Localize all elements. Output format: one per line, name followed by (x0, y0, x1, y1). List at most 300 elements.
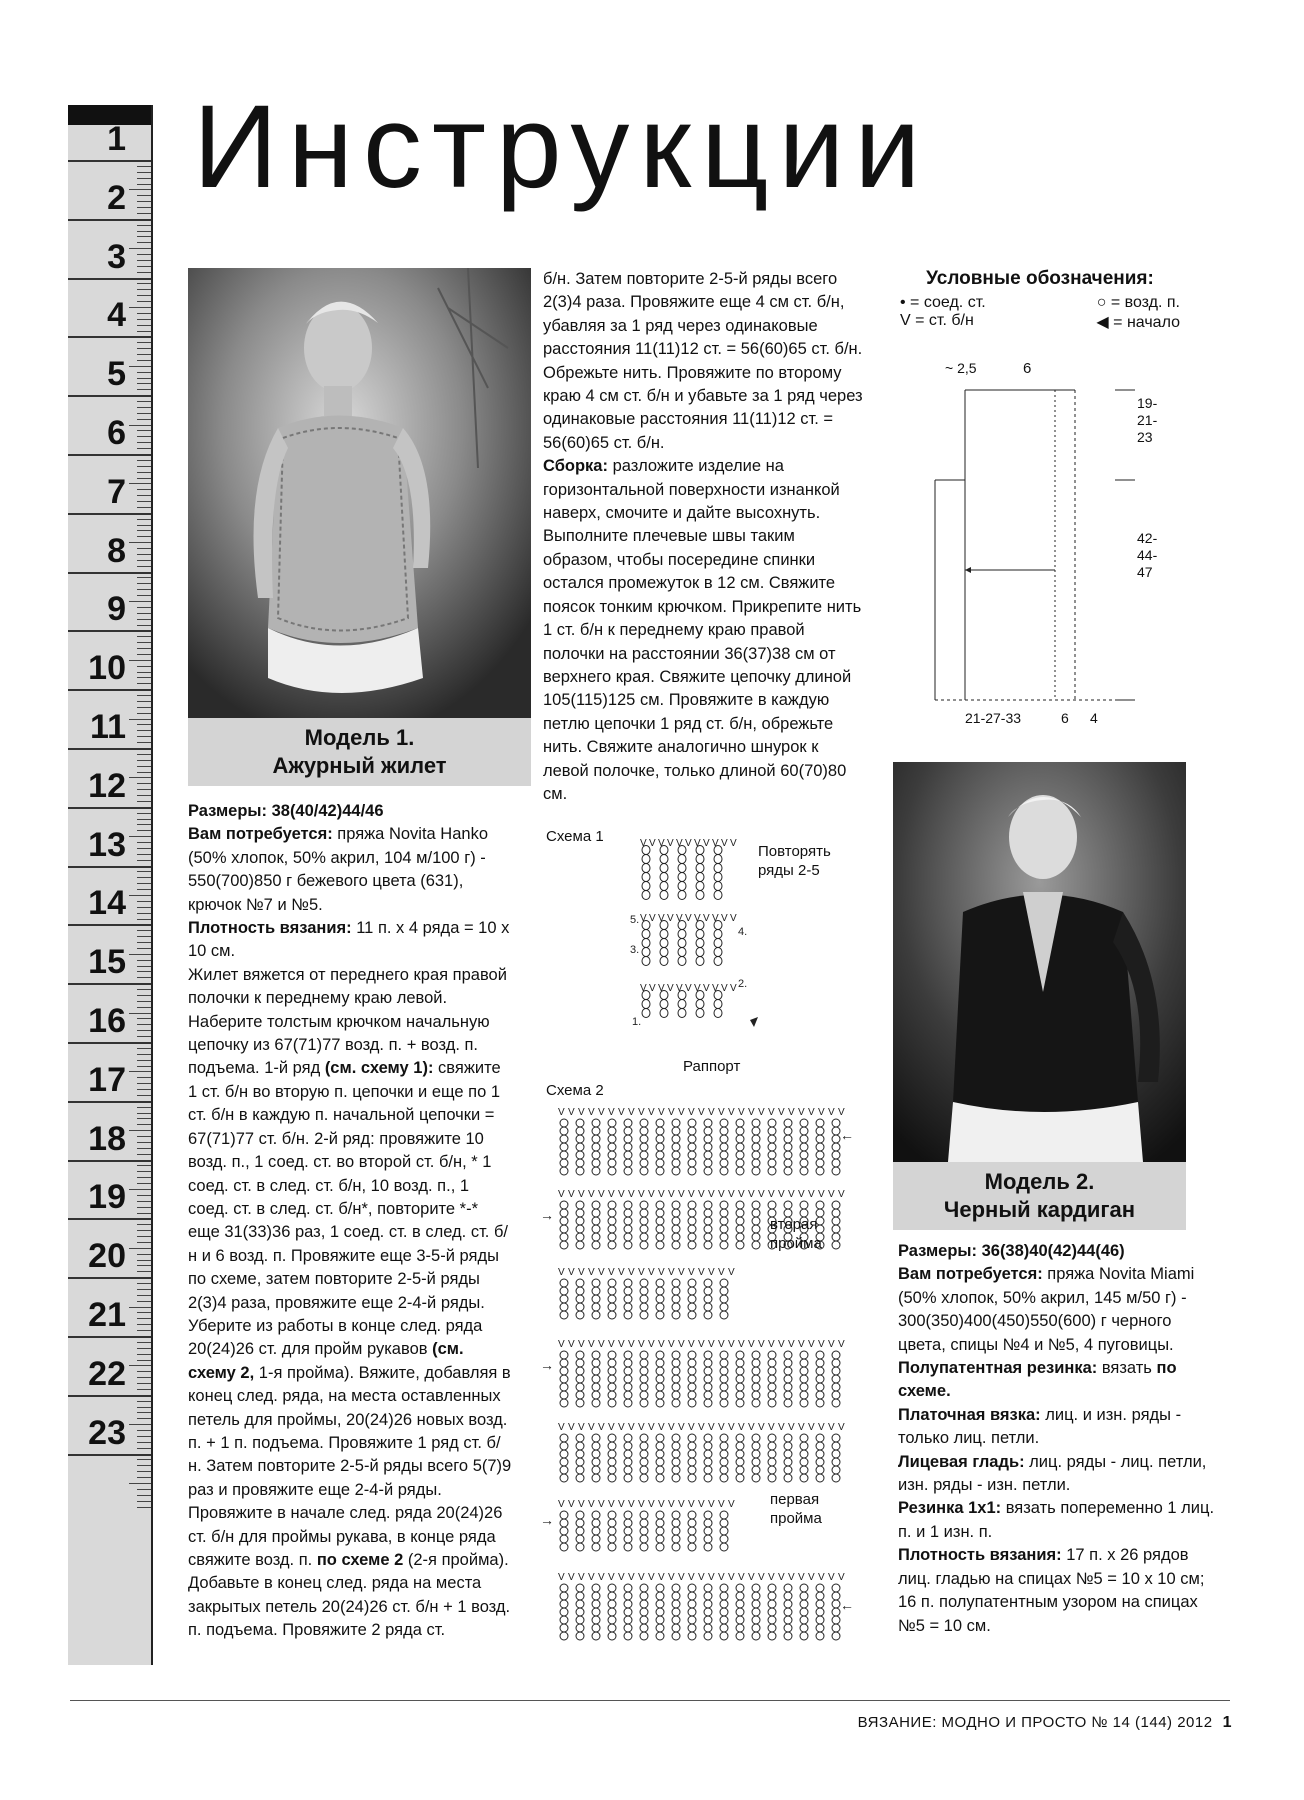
single-crochet-mark: V (608, 1422, 615, 1433)
ruler-line (68, 1454, 151, 1456)
ruler-tick (137, 530, 151, 531)
ruler-line (68, 983, 151, 985)
chain-stitch-mark (736, 1359, 744, 1367)
chain-stitch-mark (576, 1295, 584, 1303)
single-crochet-mark: V (668, 1422, 675, 1433)
chain-stitch-mark (784, 1167, 792, 1175)
ruler-tick (137, 1183, 151, 1184)
chain-stitch-mark (608, 1127, 616, 1135)
single-crochet-mark: V (558, 1499, 565, 1510)
single-crochet-mark: V (698, 1107, 705, 1118)
ruler-tick (137, 636, 151, 637)
chain-stitch-mark (640, 1143, 648, 1151)
ruler-tick (137, 1295, 151, 1296)
ruler-tick (137, 971, 151, 972)
chain-stitch-mark (688, 1450, 696, 1458)
single-crochet-mark: V (648, 1189, 655, 1200)
ruler-tick (137, 1471, 151, 1472)
chain-stitch-mark (752, 1225, 760, 1233)
chain-stitch-mark (832, 1399, 840, 1407)
chain-stitch-mark (688, 1632, 696, 1640)
chain-stitch-mark (832, 1167, 840, 1175)
single-crochet-mark: V (568, 1339, 575, 1350)
chain-stitch-mark (672, 1535, 680, 1543)
chain-stitch-mark (800, 1119, 808, 1127)
chain-stitch-mark (576, 1201, 584, 1209)
chain-stitch-mark (640, 1217, 648, 1225)
single-crochet-mark: V (578, 1339, 585, 1350)
chain-stitch-mark (608, 1159, 616, 1167)
chain-stitch-mark (560, 1311, 568, 1319)
chain-stitch-mark (816, 1167, 824, 1175)
chain-stitch-mark (576, 1434, 584, 1442)
ruler-tick (137, 677, 151, 678)
chain-stitch-mark (608, 1217, 616, 1225)
chain-stitch-mark (816, 1442, 824, 1450)
chain-stitch-mark (688, 1600, 696, 1608)
chain-stitch-mark (592, 1351, 600, 1359)
chain-stitch-mark (560, 1632, 568, 1640)
single-crochet-mark: V (638, 1572, 645, 1583)
chain-stitch-mark (608, 1391, 616, 1399)
chain-stitch-mark (816, 1399, 824, 1407)
chain-stitch-mark (768, 1383, 776, 1391)
model2-caption-name: Черный кардиган (943, 1197, 1136, 1222)
chain-stitch-mark (688, 1127, 696, 1135)
chain-stitch-mark (704, 1279, 712, 1287)
chain-stitch-mark (736, 1474, 744, 1482)
single-crochet-mark: V (618, 1422, 625, 1433)
ruler-line (68, 1395, 151, 1397)
chain-stitch-mark (704, 1584, 712, 1592)
chain-stitch-mark (714, 939, 722, 948)
ruler-tick (137, 736, 151, 737)
ruler-tick (137, 401, 151, 402)
model1-photo (188, 268, 531, 718)
single-crochet-mark: V (712, 838, 719, 849)
chain-stitch-mark (656, 1127, 664, 1135)
chain-stitch-mark (660, 1000, 668, 1009)
chain-stitch-mark (714, 957, 722, 966)
single-crochet-mark: V (608, 1339, 615, 1350)
chain-stitch-mark (560, 1351, 568, 1359)
ruler-tick (137, 754, 151, 755)
chain-stitch-mark (560, 1616, 568, 1624)
chain-stitch-mark (560, 1375, 568, 1383)
chain-stitch-mark (688, 1543, 696, 1551)
chain-stitch-mark (640, 1151, 648, 1159)
chain-stitch-mark (656, 1383, 664, 1391)
chain-stitch-mark (592, 1303, 600, 1311)
ruler-tick (137, 589, 151, 590)
chain-stitch-mark (784, 1466, 792, 1474)
chain-stitch-mark (642, 930, 650, 939)
chain-stitch-mark (736, 1442, 744, 1450)
chain-stitch-mark (608, 1287, 616, 1295)
arrow-right-icon: → (540, 1357, 554, 1373)
chain-stitch-mark (656, 1135, 664, 1143)
chain-stitch-mark (688, 1383, 696, 1391)
ruler-number: 7 (107, 472, 126, 511)
pattern-right-upper-label: 19- 21- 23 (1137, 395, 1158, 445)
chain-stitch-mark (696, 1000, 704, 1009)
chain-stitch-mark (592, 1527, 600, 1535)
ruler-tick (137, 724, 151, 725)
chain-stitch-mark (642, 1000, 650, 1009)
single-crochet-mark: V (818, 1572, 825, 1583)
single-crochet-mark: V (728, 1572, 735, 1583)
single-crochet-mark: V (738, 1572, 745, 1583)
ruler-tick (137, 1224, 151, 1225)
single-crochet-mark: V (658, 838, 665, 849)
chain-stitch-mark (704, 1311, 712, 1319)
ruler-tick (137, 1436, 151, 1437)
single-crochet-mark: V (608, 1267, 615, 1278)
chain-stitch-mark (656, 1616, 664, 1624)
ruler-tick (137, 213, 151, 214)
ruler-number: 15 (88, 943, 126, 982)
chain-stitch-mark (656, 1535, 664, 1543)
chain-stitch-mark (672, 1383, 680, 1391)
single-crochet-mark: V (628, 1572, 635, 1583)
model1-bold-run: (см. схему 2, (188, 1340, 464, 1382)
chain-stitch-mark (640, 1295, 648, 1303)
chain-stitch-mark (592, 1143, 600, 1151)
ruler-number: 18 (88, 1119, 126, 1158)
chain-stitch-mark (768, 1167, 776, 1175)
ruler-tick (137, 272, 151, 273)
chain-stitch-mark (800, 1359, 808, 1367)
model1-text-run: 1-я пройма). Вяжите, добавляя в конец след. ряда, на места оставленных петель для проймы, 20(24)26 новых возд. п. + 1 п. подъема. Провяжите 1 ряд ст. б/н. Затем повторите 2-5-й ряды всего 5(7)9 раз и провяжите еще 2-4-й ряды. Провяжите в начале след. ряда 20(24)26 ст. б/н для проймы рукава, в конце ряда свяжите возд. п. (188, 1363, 512, 1569)
chain-stitch-mark (784, 1592, 792, 1600)
single-crochet-mark: V (838, 1572, 845, 1583)
chain-stitch-mark (560, 1295, 568, 1303)
ruler-tick (137, 478, 151, 479)
model2-paragraph (898, 1240, 1218, 1263)
chain-stitch-mark (800, 1584, 808, 1592)
chain-stitch-mark (736, 1119, 744, 1127)
chain-stitch-mark (768, 1201, 776, 1209)
chain-stitch-mark (768, 1375, 776, 1383)
chain-stitch-mark (560, 1600, 568, 1608)
ruler-tick (137, 654, 151, 655)
single-crochet-mark: V (578, 1499, 585, 1510)
chain-stitch-mark (560, 1474, 568, 1482)
ruler-tick (137, 824, 151, 825)
ruler-tick (129, 483, 151, 484)
single-crochet-mark: V (708, 1499, 715, 1510)
ruler-tick (137, 1201, 151, 1202)
chain-stitch-mark (608, 1527, 616, 1535)
chain-stitch-mark (736, 1434, 744, 1442)
model2-bold-run: Лицевая гладь: (898, 1452, 1025, 1471)
chain-stitch-mark (576, 1519, 584, 1527)
chain-stitch-mark (832, 1450, 840, 1458)
chain-stitch-mark (688, 1527, 696, 1535)
chain-stitch-mark (720, 1167, 728, 1175)
chain-stitch-mark (624, 1143, 632, 1151)
ruler-number: 3 (107, 237, 126, 276)
chain-stitch-mark (784, 1399, 792, 1407)
chain-stitch-mark (784, 1201, 792, 1209)
chain-stitch-mark (576, 1442, 584, 1450)
chain-stitch-mark (656, 1442, 664, 1450)
chain-stitch-mark (688, 1624, 696, 1632)
model2-paragraph (898, 1404, 1218, 1451)
chain-stitch-mark (640, 1201, 648, 1209)
col2-text-run: б/н. Затем повторите 2-5-й ряды всего 2(3)4 раза. Провяжите еще 4 см ст. б/н, убавляя за 1 ряд через одинаковые расстояния 11(11)12 ст. = 56(60)65 ст. б/н. Обрежьте нить. Провяжите по второму краю 4 см ст. б/н и убавьте за 1 ряд через одинаковые расстояния 11(11)12 ст. = 56(60)65 ст. б/н. (543, 270, 863, 452)
chain-stitch-mark (816, 1450, 824, 1458)
chain-stitch-mark (656, 1391, 664, 1399)
single-crochet-mark: V (768, 1339, 775, 1350)
model1-paragraph (188, 823, 513, 917)
ruler-line (68, 454, 151, 456)
single-crochet-mark: V (698, 1189, 705, 1200)
chain-stitch-mark (752, 1159, 760, 1167)
model2-bold-run: Платочная вязка: (898, 1405, 1041, 1424)
single-crochet-mark: V (649, 913, 656, 924)
single-crochet-mark: V (648, 1107, 655, 1118)
col2-paragraph (543, 268, 863, 455)
ruler-tick (137, 907, 151, 908)
chain-stitch-mark (720, 1201, 728, 1209)
ruler-tick (137, 254, 151, 255)
single-crochet-mark: V (808, 1339, 815, 1350)
single-crochet-mark: V (778, 1189, 785, 1200)
scheme1-label: Схема 1 (546, 828, 604, 845)
model1-paragraph (188, 917, 513, 964)
chain-stitch-mark (624, 1624, 632, 1632)
ruler-tick (137, 830, 151, 831)
chain-stitch-mark (768, 1624, 776, 1632)
ruler-tick (137, 1077, 151, 1078)
chain-stitch-mark (816, 1359, 824, 1367)
ruler-tick (137, 419, 151, 420)
chain-stitch-mark (576, 1616, 584, 1624)
ruler-number: 1 (107, 120, 126, 158)
ruler-tick (137, 772, 151, 773)
single-crochet-mark: V (758, 1422, 765, 1433)
single-crochet-mark: V (658, 1422, 665, 1433)
chain-stitch-mark (736, 1351, 744, 1359)
ruler-tick (137, 1236, 151, 1237)
chain-stitch-mark (816, 1119, 824, 1127)
chain-stitch-mark (816, 1624, 824, 1632)
single-crochet-mark: V (678, 1499, 685, 1510)
chain-stitch-mark (672, 1584, 680, 1592)
single-crochet-mark: V (730, 983, 737, 994)
chain-stitch-mark (816, 1391, 824, 1399)
chain-stitch-mark (592, 1225, 600, 1233)
chain-stitch-mark (640, 1311, 648, 1319)
chain-stitch-mark (800, 1201, 808, 1209)
single-crochet-mark: V (628, 1107, 635, 1118)
ruler-tick (137, 619, 151, 620)
chain-stitch-mark (640, 1241, 648, 1249)
chain-stitch-mark (640, 1474, 648, 1482)
chain-stitch-mark (800, 1466, 808, 1474)
chain-stitch-mark (656, 1434, 664, 1442)
ruler-tick (137, 166, 151, 167)
chain-stitch-mark (608, 1584, 616, 1592)
chain-stitch-mark (832, 1624, 840, 1632)
chain-stitch-mark (704, 1375, 712, 1383)
ruler-tick (129, 777, 151, 778)
single-crochet-mark: V (638, 1189, 645, 1200)
ruler-tick (137, 1401, 151, 1402)
chain-stitch-mark (768, 1127, 776, 1135)
chain-stitch-mark (714, 891, 722, 900)
chain-stitch-mark (656, 1511, 664, 1519)
chain-stitch-mark (672, 1359, 680, 1367)
chain-stitch-mark (688, 1458, 696, 1466)
ruler-tick (129, 307, 151, 308)
single-crochet-mark: V (628, 1189, 635, 1200)
single-crochet-mark: V (628, 1422, 635, 1433)
chain-stitch-mark (714, 948, 722, 957)
chain-stitch-mark (816, 1608, 824, 1616)
chain-stitch-mark (704, 1201, 712, 1209)
chain-stitch-mark (768, 1359, 776, 1367)
model1-text-run: 11 п. х 4 ряда = 10 х 10 см. (188, 919, 510, 961)
chain-stitch-mark (592, 1474, 600, 1482)
chain-stitch-mark (656, 1143, 664, 1151)
chain-stitch-mark (704, 1383, 712, 1391)
chain-stitch-mark (832, 1367, 840, 1375)
chain-stitch-mark (624, 1383, 632, 1391)
chain-stitch-mark (560, 1359, 568, 1367)
single-crochet-mark: V (688, 1422, 695, 1433)
ruler-line (68, 1042, 151, 1044)
ruler-tick (137, 178, 151, 179)
chain-stitch-mark (608, 1143, 616, 1151)
chain-stitch-mark (592, 1209, 600, 1217)
chain-stitch-mark (576, 1383, 584, 1391)
model2-paragraph (898, 1544, 1218, 1638)
ruler-tick (137, 683, 151, 684)
ruler-tick (137, 201, 151, 202)
chain-stitch-mark (784, 1127, 792, 1135)
ruler-tick (137, 642, 151, 643)
chain-stitch-mark (672, 1608, 680, 1616)
chain-stitch-mark (576, 1608, 584, 1616)
single-crochet-mark: V (640, 838, 647, 849)
chain-stitch-mark (800, 1474, 808, 1482)
single-crochet-mark: V (703, 838, 710, 849)
chain-stitch-mark (816, 1616, 824, 1624)
ruler-tick (137, 548, 151, 549)
single-crochet-mark: V (703, 983, 710, 994)
ruler-tick (137, 301, 151, 302)
chain-stitch-mark (608, 1535, 616, 1543)
chain-stitch-mark (672, 1474, 680, 1482)
chain-stitch-mark (688, 1167, 696, 1175)
ruler-tick (137, 889, 151, 890)
chain-stitch-mark (704, 1225, 712, 1233)
chain-stitch-mark (688, 1287, 696, 1295)
single-crochet-mark: V (788, 1189, 795, 1200)
ruler-tick (137, 1477, 151, 1478)
chain-stitch-mark (720, 1592, 728, 1600)
chain-stitch-mark (640, 1359, 648, 1367)
ruler-tick (137, 995, 151, 996)
chain-stitch-mark (678, 957, 686, 966)
chain-stitch-mark (688, 1519, 696, 1527)
single-crochet-mark: V (828, 1422, 835, 1433)
chain-stitch-mark (752, 1367, 760, 1375)
chain-stitch-mark (656, 1287, 664, 1295)
single-crochet-mark: V (698, 1499, 705, 1510)
ruler-tick (137, 1260, 151, 1261)
chain-stitch-mark (642, 855, 650, 864)
ruler-tick (129, 1483, 151, 1484)
single-crochet-mark: V (658, 1499, 665, 1510)
chain-stitch-mark (592, 1159, 600, 1167)
single-crochet-mark: V (712, 983, 719, 994)
single-crochet-mark: V (738, 1107, 745, 1118)
chain-stitch-mark (784, 1383, 792, 1391)
chain-stitch-mark (660, 939, 668, 948)
chain-stitch-mark (784, 1351, 792, 1359)
chain-stitch-mark (672, 1135, 680, 1143)
chain-stitch-mark (592, 1616, 600, 1624)
chain-stitch-mark (800, 1600, 808, 1608)
chain-stitch-mark (608, 1167, 616, 1175)
chain-stitch-mark (678, 855, 686, 864)
ruler-number: 6 (107, 414, 126, 452)
ruler-tick (129, 1365, 151, 1366)
ruler-tick (137, 1412, 151, 1413)
chain-stitch-mark (624, 1375, 632, 1383)
chain-stitch-mark (656, 1519, 664, 1527)
model1-instructions-continued (543, 268, 863, 806)
ruler-tick (137, 1213, 151, 1214)
chain-stitch-mark (768, 1584, 776, 1592)
chain-stitch-mark (816, 1434, 824, 1442)
chain-stitch-mark (576, 1225, 584, 1233)
chain-stitch-mark (784, 1442, 792, 1450)
chain-stitch-mark (720, 1287, 728, 1295)
scheme1-row-number: 2. (738, 978, 748, 990)
ruler-tick (137, 695, 151, 696)
chain-stitch-mark (560, 1584, 568, 1592)
chain-stitch-mark (592, 1592, 600, 1600)
single-crochet-mark: V (788, 1422, 795, 1433)
chain-stitch-mark (736, 1225, 744, 1233)
single-crochet-mark: V (568, 1107, 575, 1118)
chain-stitch-mark (560, 1442, 568, 1450)
chain-stitch-mark (576, 1127, 584, 1135)
single-crochet-mark: V (828, 1107, 835, 1118)
single-crochet-mark: V (730, 913, 737, 924)
ruler-tick (137, 1459, 151, 1460)
chain-stitch-mark (592, 1359, 600, 1367)
single-crochet-mark: V (768, 1572, 775, 1583)
model1-paragraph (188, 964, 513, 1643)
chain-stitch-mark (752, 1632, 760, 1640)
single-crochet-mark: V (694, 838, 701, 849)
single-crochet-mark: V (728, 1107, 735, 1118)
chain-stitch-mark (576, 1135, 584, 1143)
chain-stitch-mark (608, 1233, 616, 1241)
chain-stitch-mark (704, 1151, 712, 1159)
chain-stitch-mark (784, 1375, 792, 1383)
chain-stitch-mark (688, 1474, 696, 1482)
chain-stitch-mark (640, 1600, 648, 1608)
chain-stitch-mark (608, 1632, 616, 1640)
ruler-tick (137, 919, 151, 920)
chain-stitch-mark (640, 1584, 648, 1592)
